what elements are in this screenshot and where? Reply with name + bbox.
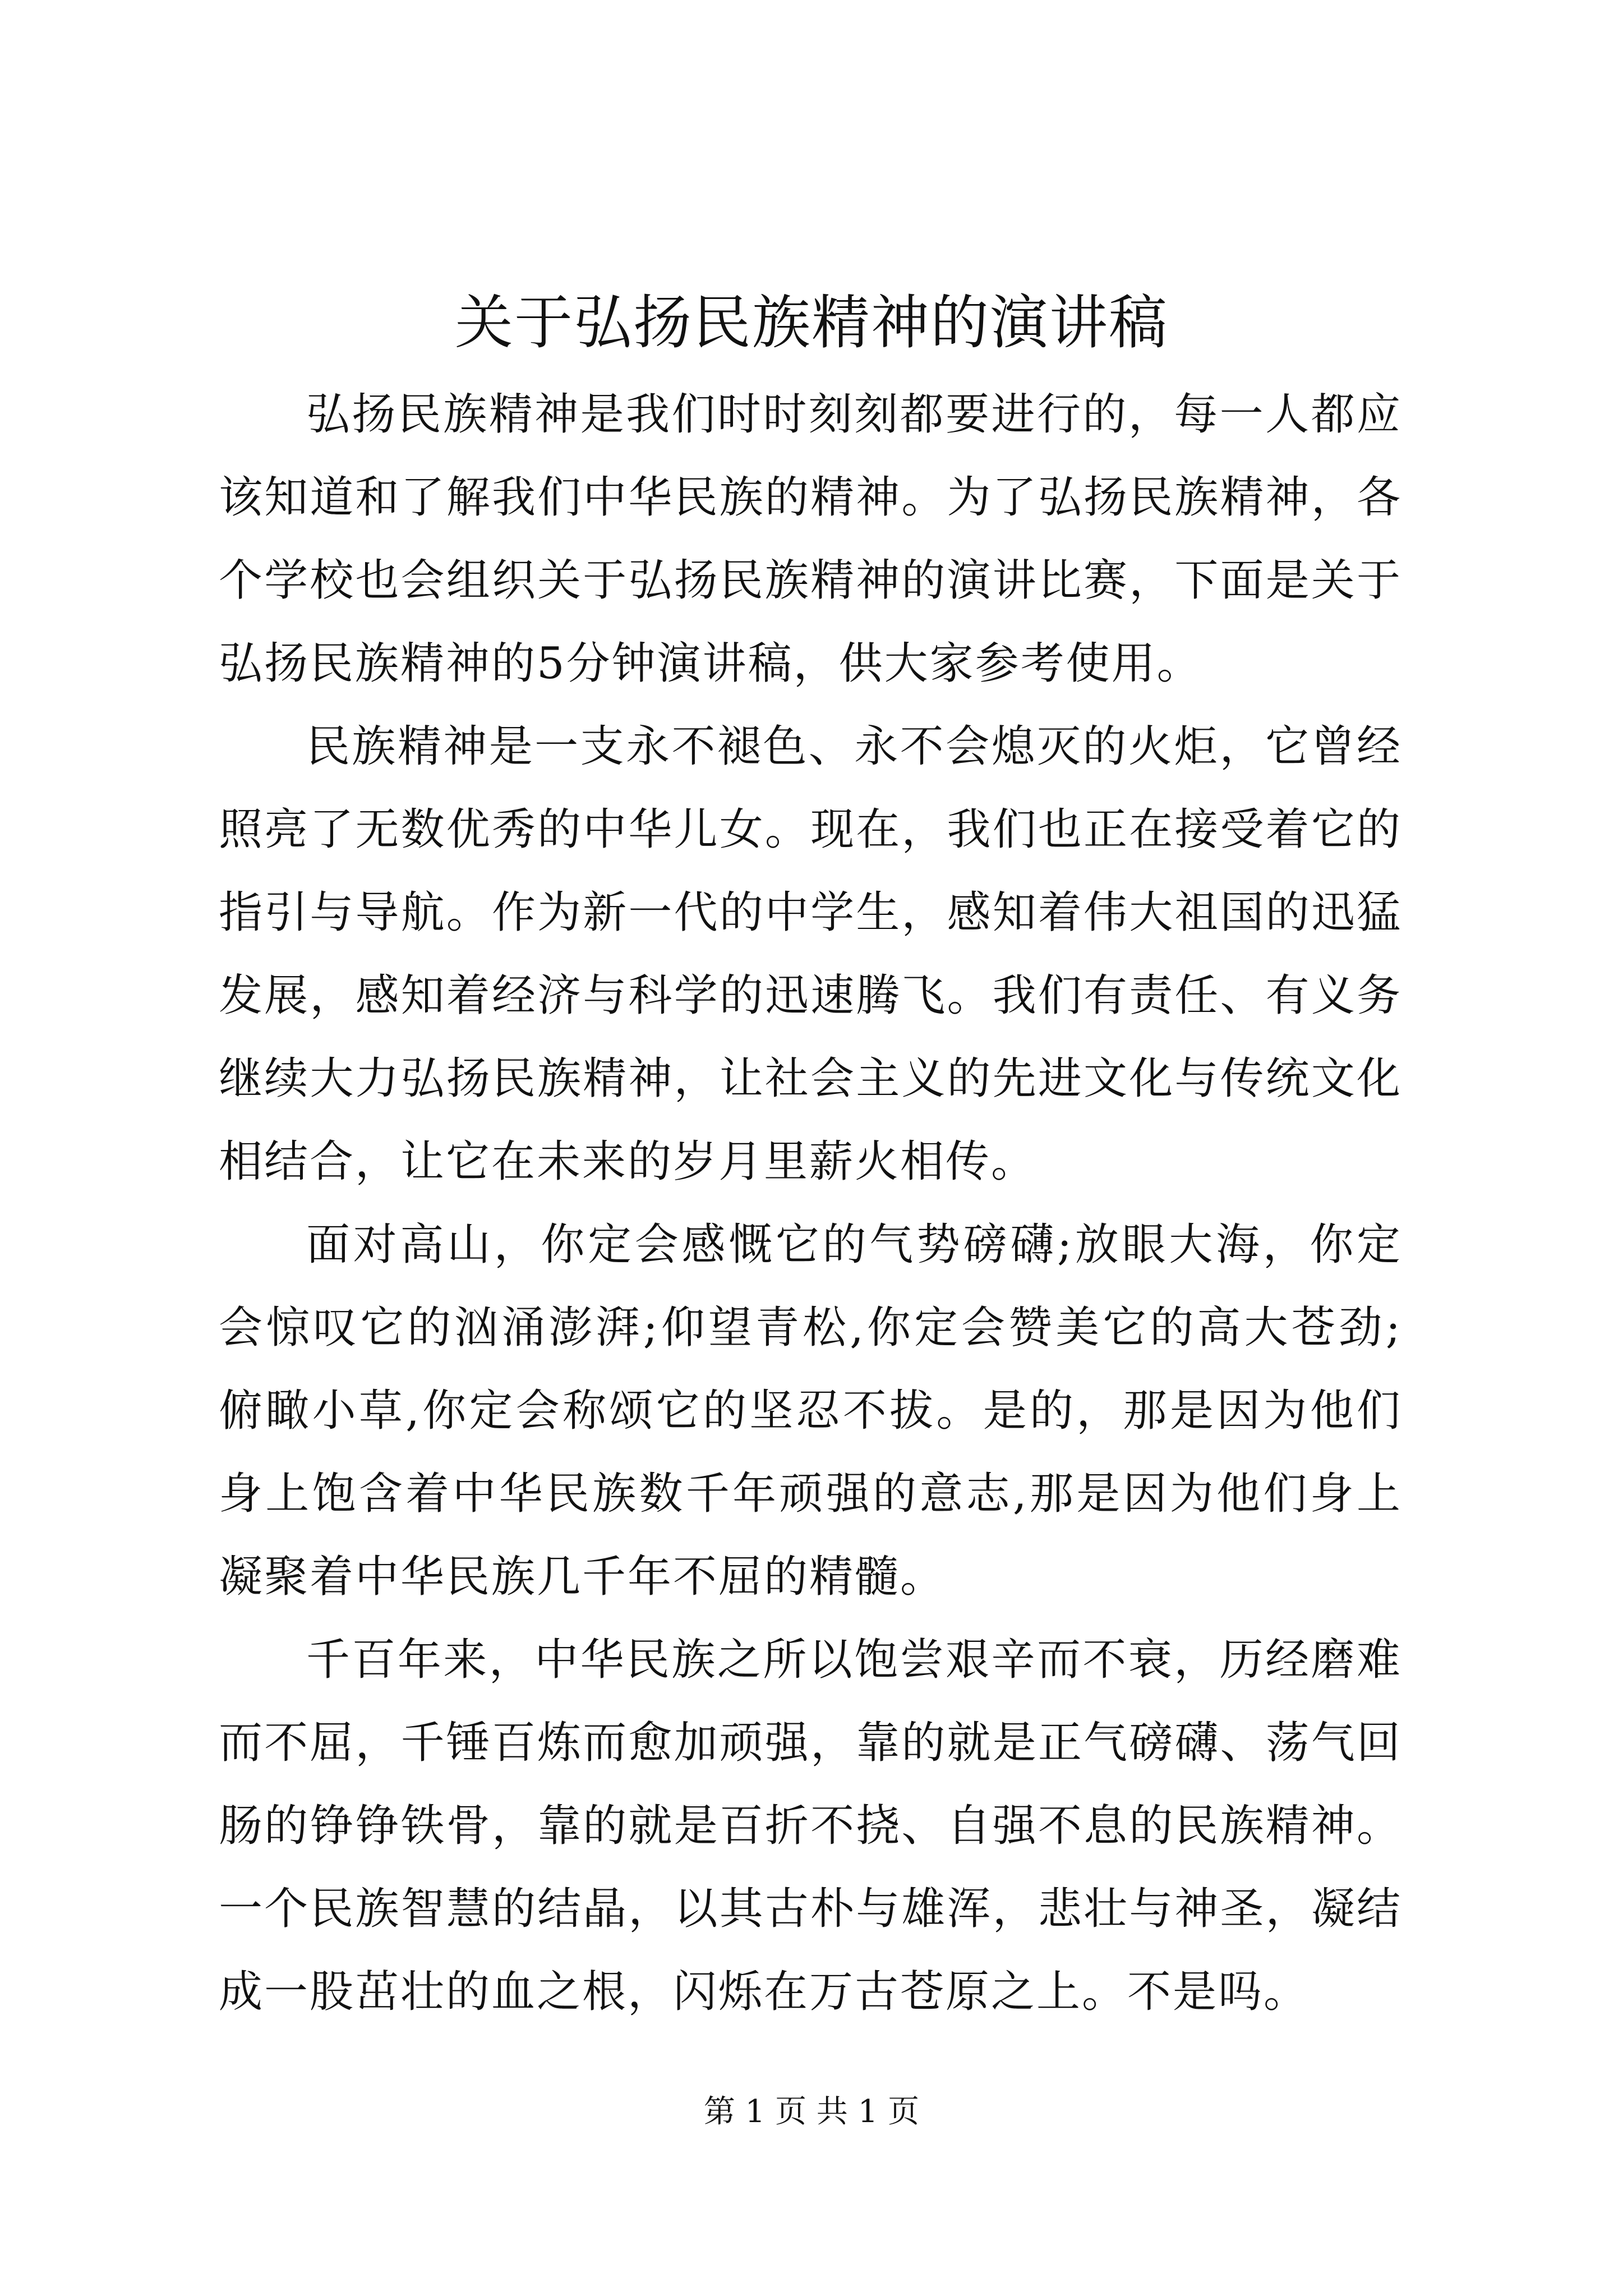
page-footer xyxy=(0,2090,1623,2134)
page-number-label: 第 1 页 共 1 页 xyxy=(703,2093,920,2130)
document-title: 关于弘扬民族精神的演讲稿 xyxy=(454,288,1168,357)
paragraph: 千百年来，中华民族之所以饱尝艰辛而不衰，历经磨难而不屈，千锤百炼而愈加顽强，靠的就是正气磅礴、荡气回肠的铮铮铁骨，靠的就是百折不挠、自强不息的民族精神。一个民族智慧的结晶，以其古朴与雄浑，悲壮与神圣，凝结成一股茁壮的血之根，闪烁在万古苍原之上。不是吗。 xyxy=(219,1635,1402,2017)
paragraph: 民族精神是一支永不褪色、永不会熄灭的火炬，它曾经照亮了无数优秀的中华儿女。现在，我们也正在接受着它的指引与导航。作为新一代的中学生，感知着伟大祖国的迅猛发展，感知着经济与科学的迅速腾飞。我们有责任、有义务继续大力弘扬民族精神，让社会主义的先进文化与传统文化相结合，让它在未来的岁月里薪火相传。 xyxy=(219,721,1402,1187)
document-body xyxy=(219,373,1402,2033)
paragraph: 面对高山，你定会感慨它的气势磅礴;放眼大海，你定会惊叹它的汹涌澎湃;仰望青松,你定会赞美它的高大苍劲;俯瞰小草,你定会称颂它的坚忍不拔。是的，那是因为他们身上饱含着中华民族数千年顽强的意志,那是因为他们身上凝聚着中华民族几千年不屈的精髓。 xyxy=(219,1220,1402,1602)
paragraph: 弘扬民族精神是我们时时刻刻都要进行的，每一人都应该知道和了解我们中华民族的精神。为了弘扬民族精神，各个学校也会组织关于弘扬民族精神的演讲比赛，下面是关于弘扬民族精神的5分钟演讲稿，供大家参考使用。 xyxy=(219,389,1402,689)
